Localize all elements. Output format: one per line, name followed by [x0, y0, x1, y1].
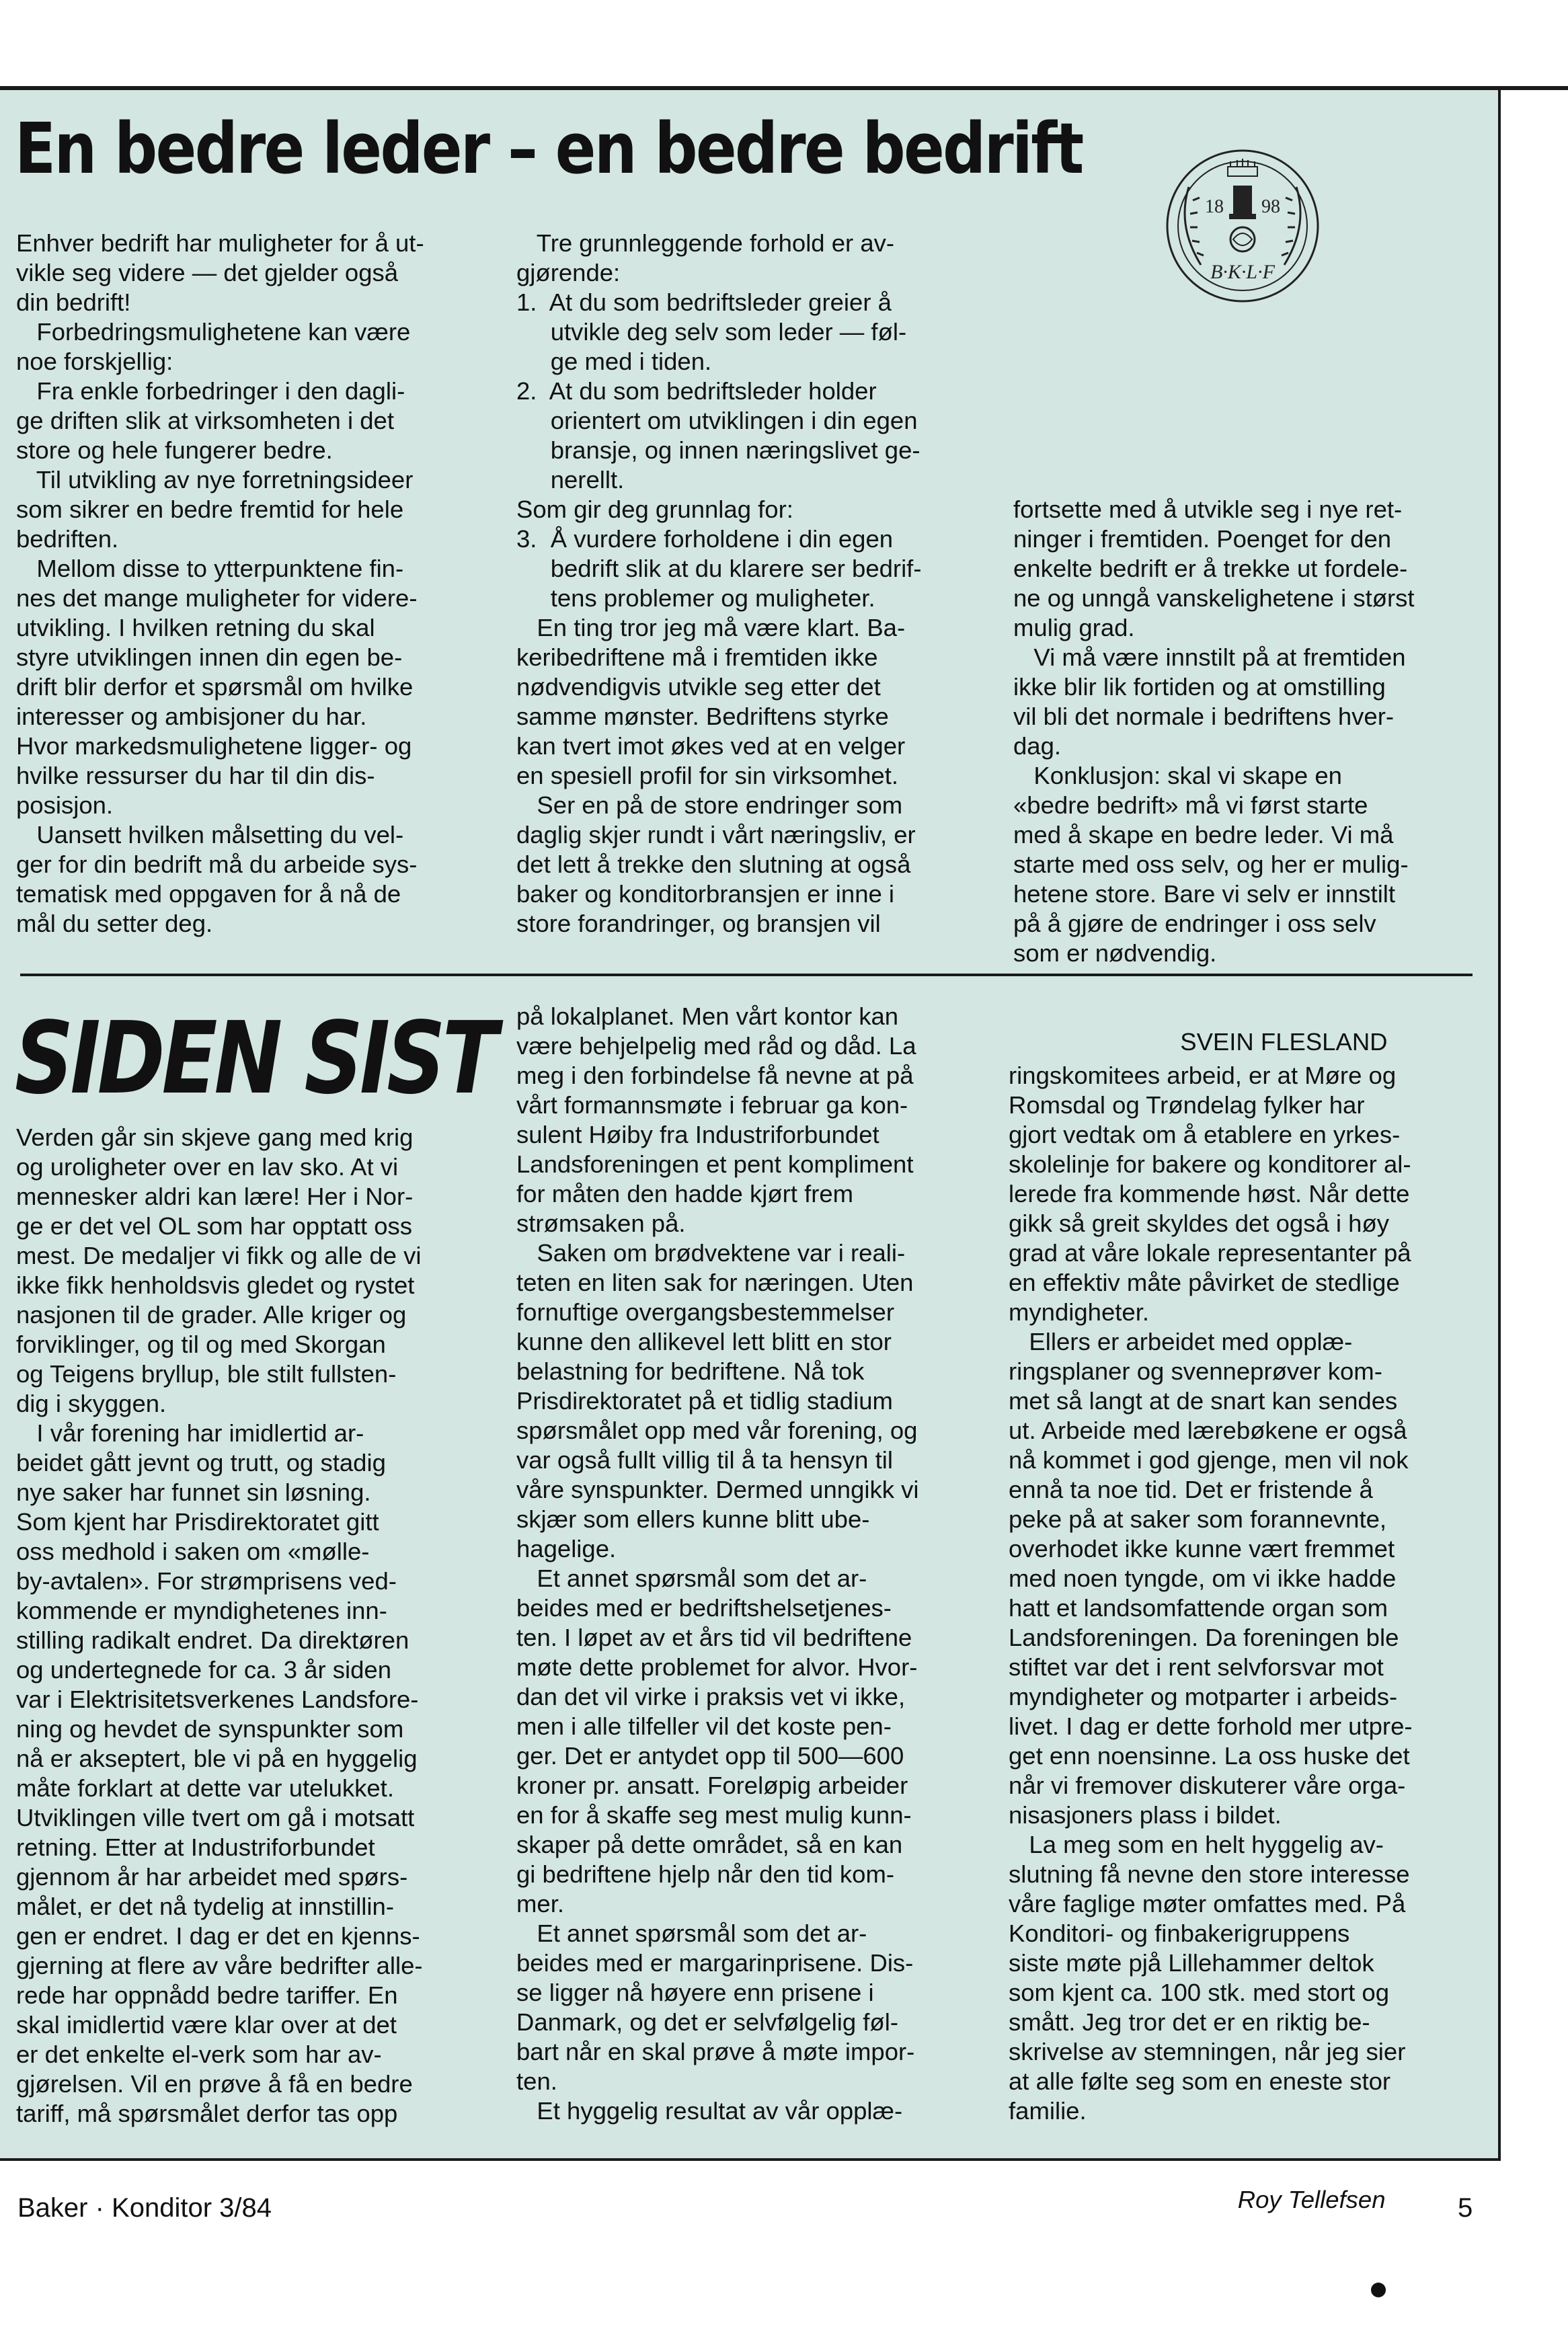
article1-col2-line: nerellt.: [516, 466, 625, 493]
article1-col1-line: store og hele fungerer bedre.: [16, 436, 333, 464]
article1-col3-line: mulig grad.: [1013, 614, 1135, 641]
footer-page-number: 5: [1458, 2193, 1473, 2223]
article1-col2-line: nødvendigvis utvikle seg etter det: [516, 673, 881, 701]
article2-col3-line: når vi fremover diskuterer våre orga-: [1009, 1772, 1406, 1799]
bklf-emblem-icon: [1163, 147, 1322, 305]
article1-col2-line: det lett å trekke den slutning at også: [516, 851, 911, 878]
article2-col3-line: nisasjoners plass i bildet.: [1009, 1801, 1282, 1829]
article2-col3-line: våre faglige møter omfattes med. På: [1009, 1890, 1406, 1917]
article1-col2-line: en spesiell profil for sin virksomhet.: [516, 762, 898, 789]
article1-col3-line: som er nødvendig.: [1013, 939, 1217, 967]
article1-col1-line: hvilke ressurser du har til din dis-: [16, 762, 375, 789]
article1-col1-line: posisjon.: [16, 791, 114, 819]
article2-col3-line: med noen tyngde, om vi ikke hadde: [1009, 1565, 1397, 1592]
article2-col2-line: Et hyggelig resultat av vår opplæ-: [516, 2097, 903, 2125]
article2-col2-line: ten.: [516, 2067, 557, 2095]
article1-signature: SVEIN FLESLAND: [1180, 1028, 1388, 1056]
footer-publication: Baker · Konditor 3/84: [17, 2193, 272, 2223]
article1-col2-line: store forandringer, og bransjen vil: [516, 910, 881, 937]
article2-col3-line: at alle følte seg som en eneste stor: [1009, 2067, 1391, 2095]
article1-col2-line: kan tvert imot økes ved at en velger: [516, 732, 906, 760]
article1-col2-line: tens problemer og muligheter.: [516, 584, 875, 612]
article2-col1-line: forviklinger, og til og med Skorgan: [16, 1331, 386, 1358]
article2-col1-line: gen er endret. I dag er det en kjenns-: [16, 1922, 420, 1950]
article2-signature: Roy Tellefsen: [1237, 2186, 1386, 2213]
article1-col2-line: bransje, og innen næringslivet ge-: [516, 436, 920, 464]
article1-col2-line: Ser en på de store endringer som: [516, 791, 903, 819]
article1-col1-line: ge driften slik at virksomheten i det: [16, 407, 394, 434]
article2-col2-line: belastning for bedriftene. Nå tok: [516, 1357, 865, 1385]
article2-col2-line: mer.: [516, 1890, 564, 1917]
article2-col1-line: retning. Etter at Industriforbundet: [16, 1833, 375, 1861]
section-divider: [20, 974, 1473, 976]
article1-col2-line: En ting tror jeg må være klart. Ba-: [516, 614, 906, 641]
article1-col2-line: daglig skjer rundt i vårt næringsliv, er: [516, 821, 916, 848]
article1-col3-line: ikke blir lik fortiden og at omstilling: [1013, 673, 1386, 701]
end-bullet-icon: [1371, 2283, 1386, 2297]
article1-col1-line: ger for din bedrift må du arbeide sys-: [16, 851, 418, 878]
article2-col2-line: Et annet spørsmål som det ar-: [516, 1920, 867, 1947]
article1-col1-line: bedriften.: [16, 525, 119, 553]
article1-col2-line: ge med i tiden.: [516, 348, 712, 375]
article1-col1-line: utvikling. I hvilken retning du skal: [16, 614, 375, 641]
article2-col3-line: ringskomitees arbeid, er at Møre og: [1009, 1062, 1397, 1089]
article1-col2-line: keribedriftene må i fremtiden ikke: [516, 643, 878, 671]
article1-col2-line: gjørende:: [516, 259, 621, 286]
article2-col2-line: dan det vil virke i praksis vet vi ikke,: [516, 1683, 906, 1710]
article2-col2-line: hagelige.: [516, 1535, 617, 1563]
article1-col2-line: baker og konditorbransjen er inne i: [516, 880, 895, 908]
article2-col2-line: spørsmålet opp med vår forening, og: [516, 1417, 918, 1444]
article1-col2-line: 1. At du som bedriftsleder greier å: [516, 288, 892, 316]
article2-col3-line: met så langt at de snart kan sendes: [1009, 1387, 1398, 1415]
article1-col1-line: Til utvikling av nye forretningsideer: [16, 466, 414, 493]
article2-col2-line: skaper på dette området, så en kan: [516, 1831, 903, 1858]
article2-col1-line: og Teigens bryllup, ble stilt fullsten-: [16, 1360, 397, 1388]
article2-col1-line: mennesker aldri kan lære! Her i Nor-: [16, 1183, 414, 1210]
article1-col3-line: Konklusjon: skal vi skape en: [1013, 762, 1342, 789]
article2-col2-line: ten. I løpet av et års tid vil bedriftene: [516, 1624, 912, 1651]
article1-col2-line: 2. At du som bedriftsleder holder: [516, 377, 877, 405]
article2-col3-line: skolelinje for bakere og konditorer al-: [1009, 1150, 1411, 1178]
article2-col2-line: bart når en skal prøve å møte impor-: [516, 2038, 915, 2065]
article2-col3-line: siste møte pjå Lillehammer deltok: [1009, 1949, 1374, 1977]
article1-col3-line: på å gjøre de endringer i oss selv: [1013, 910, 1376, 937]
article1-col2-line: Som gir deg grunnlag for:: [516, 496, 793, 523]
article2-col1-line: skal imidlertid være klar over at det: [16, 2011, 397, 2039]
article1-col1-line: interesser og ambisjoner du har.: [16, 703, 367, 730]
article2-col3-line: grad at våre lokale representanter på: [1009, 1239, 1411, 1267]
article2-col1-line: stilling radikalt endret. Da direktøren: [16, 1626, 409, 1654]
article2-col3-line: gikk så greit skyldes det også i høy: [1009, 1210, 1389, 1237]
article1-col3-line: ninger i fremtiden. Poenget for den: [1013, 525, 1392, 553]
article2-col2-line: se ligger nå høyere enn prisene i: [516, 1979, 874, 2006]
article2-column-2: [516, 1002, 918, 2126]
article2-col3-line: lerede fra kommende høst. Når dette: [1009, 1180, 1410, 1208]
article2-col3-line: livet. I dag er dette forhold mer utpre-: [1009, 1712, 1413, 1740]
article2-col3-line: myndigheter og motparter i arbeids-: [1009, 1683, 1398, 1710]
article2-col1-line: ikke fikk henholdsvis gledet og rystet: [16, 1271, 415, 1299]
article1-col2-line: bedrift slik at du klarere ser bedrif-: [516, 555, 922, 582]
article2-col1-line: gjerning at flere av våre bedrifter alle-: [16, 1952, 423, 1979]
article1-col1-line: noe forskjellig:: [16, 348, 173, 375]
article2-col3-line: peke på at saker som forannevnte,: [1009, 1505, 1387, 1533]
article2-col1-line: Verden går sin skjeve gang med krig: [16, 1123, 414, 1151]
article1-column-3-text: [1013, 495, 1415, 968]
article1-col3-line: fortsette med å utvikle seg i nye ret-: [1013, 496, 1403, 523]
article2-col1-line: I vår forening har imidlertid ar-: [16, 1419, 364, 1447]
emblem-year-right: 98: [1261, 196, 1280, 217]
article2-col3-line: Konditori- og finbakerigruppens: [1009, 1920, 1350, 1947]
article2-col2-line: kunne den allikevel lett blitt en stor: [516, 1328, 892, 1355]
article2-col1-line: og uroligheter over en lav sko. At vi: [16, 1153, 399, 1181]
article1-col3-line: hetene store. Bare vi selv er innstilt: [1013, 880, 1396, 908]
article2-col3-line: nå kommet i god gjenge, men vil nok: [1009, 1446, 1409, 1474]
article1-col3-line: Vi må være innstilt på at fremtiden: [1013, 643, 1406, 671]
article2-col3-line: smått. Jeg tror det er en riktig be-: [1009, 2008, 1370, 2036]
article1-col3-line: starte med oss selv, og her er mulig-: [1013, 851, 1409, 878]
article2-col2-line: Prisdirektoratet på et tidlig stadium: [516, 1387, 893, 1415]
article-headline: En bedre leder – en bedre bedrift: [15, 108, 1083, 190]
article2-col1-line: Utviklingen ville tvert om gå i motsatt: [16, 1804, 415, 1831]
article2-col1-line: ge er det vel OL som har opptatt oss: [16, 1212, 413, 1240]
article2-col1-line: er det enkelte el-verk som har av-: [16, 2041, 382, 2068]
article2-column-3: [1009, 1002, 1413, 2333]
article1-col1-line: Fra enkle forbedringer i den dagli-: [16, 377, 405, 405]
article2-col1-line: nye saker har funnet sin løsning.: [16, 1478, 371, 1506]
article2-col1-line: og undertegnede for ca. 3 år siden: [16, 1656, 392, 1684]
article2-col3-line: myndigheter.: [1009, 1298, 1149, 1326]
article1-col1-line: mål du setter deg.: [16, 910, 213, 937]
article1-column-2: [516, 229, 921, 939]
article2-col2-line: Danmark, og det er selvfølgelig føl-: [516, 2008, 898, 2036]
article2-column-1: [16, 1123, 423, 2129]
article2-col2-line: beides med er margarinprisene. Dis-: [516, 1949, 914, 1977]
article2-col1-line: var i Elektrisitetsverkenes Landsfore-: [16, 1686, 419, 1713]
article2-col2-line: ger. Det er antydet opp til 500—600: [516, 1742, 904, 1770]
article2-col1-line: måte forklart at dette var utelukket.: [16, 1774, 394, 1802]
section-headline: SIDEN SIST: [15, 1000, 495, 1116]
article1-col3-line: «bedre bedrift» må vi først starte: [1013, 791, 1368, 819]
article1-col2-line: orientert om utviklingen i din egen: [516, 407, 918, 434]
article2-col2-line: meg i den forbindelse få nevne at på: [516, 1062, 914, 1089]
article1-col2-line: utvikle deg selv som leder — føl-: [516, 318, 907, 346]
article1-column-1: [16, 229, 424, 939]
article2-col3-line: slutning få nevne den store interesse: [1009, 1860, 1410, 1888]
article2-col3-line: La meg som en helt hyggelig av-: [1009, 1831, 1384, 1858]
article2-col2-line: gi bedriftene hjelp når den tid kom-: [516, 1860, 895, 1888]
article1-col1-line: Hvor markedsmulighetene ligger- og: [16, 732, 412, 760]
article2-col1-line: mest. De medaljer vi fikk og alle de vi: [16, 1242, 422, 1269]
article1-col2-line: samme mønster. Bedriftens styrke: [516, 703, 889, 730]
article1-col3-line: dag.: [1013, 732, 1062, 760]
article2-col1-line: nå er akseptert, ble vi på en hyggelig: [16, 1745, 418, 1772]
article2-col3-line: gjort vedtak om å etablere en yrkes-: [1009, 1121, 1401, 1148]
article2-col3-line: Ellers er arbeidet med opplæ-: [1009, 1328, 1353, 1355]
article2-col1-line: gjennom år har arbeidet med spørs-: [16, 1863, 408, 1891]
article2-col1-line: dig i skyggen.: [16, 1390, 167, 1417]
article1-col1-line: Enhver bedrift har muligheter for å ut-: [16, 229, 424, 257]
article2-col3-line: overhodet ikke kunne vært fremmet: [1009, 1535, 1395, 1563]
article2-col2-line: våre synspunkter. Dermed unngikk vi: [516, 1476, 919, 1503]
article2-col2-line: men i alle tilfeller vil det koste pen-: [516, 1712, 892, 1740]
article2-col1-line: Som kjent har Prisdirektoratet gitt: [16, 1508, 379, 1536]
article1-col1-line: drift blir derfor et spørsmål om hvilke: [16, 673, 414, 701]
article1-col1-line: vikle seg videre — det gjelder også: [16, 259, 399, 286]
article2-col2-line: Landsforeningen et pent kompliment: [516, 1150, 914, 1178]
article1-col3-line: vil bli det normale i bedriftens hver-: [1013, 703, 1394, 730]
article2-col2-line: teten en liten sak for næringen. Uten: [516, 1269, 914, 1296]
article1-col1-line: styre utviklingen innen din egen be-: [16, 643, 403, 671]
emblem-year-left: 18: [1205, 196, 1224, 217]
article1-col2-line: 3. Å vurdere forholdene i din egen: [516, 525, 894, 553]
article1-col3-line: ne og unngå vanskelighetene i størst: [1013, 584, 1415, 612]
article2-col2-line: en for å skaffe seg mest mulig kunn-: [516, 1801, 912, 1829]
article2-column-3-text: [1009, 1061, 1413, 2126]
article1-col1-line: nes det mange muligheter for videre-: [16, 584, 418, 612]
article2-col2-line: sulent Høiby fra Industriforbundet: [516, 1121, 879, 1148]
article2-col1-line: oss medhold i saken om «mølle-: [16, 1538, 370, 1565]
article2-col2-line: for måten den hadde kjørt frem: [516, 1180, 854, 1208]
article2-col1-line: kommende er myndighetenes inn-: [16, 1597, 387, 1624]
article1-col1-line: tematisk med oppgaven for å nå de: [16, 880, 401, 908]
article2-col2-line: fornuftige overgangsbestemmelser: [516, 1298, 894, 1326]
article2-col1-line: nasjonen til de grader. Alle kriger og: [16, 1301, 407, 1329]
article1-col1-line: Uansett hvilken målsetting du vel-: [16, 821, 404, 848]
article2-col1-line: rede har oppnådd bedre tariffer. En: [16, 1981, 398, 2009]
article1-col3-line: med å skape en bedre leder. Vi må: [1013, 821, 1394, 848]
article2-col2-line: være behjelpelig med råd og dåd. La: [516, 1032, 916, 1060]
article2-col3-line: stiftet var det i rent selvforsvar mot: [1009, 1653, 1384, 1681]
article1-column-3: [1013, 436, 1415, 1086]
article2-col2-line: Et annet spørsmål som det ar-: [516, 1565, 867, 1592]
article2-col3-line: en effektiv måte påvirket de stedlige: [1009, 1269, 1400, 1296]
article1-col1-line: din bedrift!: [16, 288, 131, 316]
article2-col1-line: ning og hevdet de synspunkter som: [16, 1715, 404, 1743]
article2-col2-line: skjær som ellers kunne blitt ube-: [516, 1505, 870, 1533]
article2-col3-line: familie.: [1009, 2097, 1087, 2125]
article2-col2-line: møte dette problemet for alvor. Hvor-: [516, 1653, 918, 1681]
article1-col3-line: enkelte bedrift er å trekke ut fordele-: [1013, 555, 1408, 582]
article2-col2-line: Saken om brødvektene var i reali-: [516, 1239, 906, 1267]
article2-col2-line: strømsaken på.: [516, 1210, 686, 1237]
emblem-initials: B·K·L·F: [1210, 261, 1275, 283]
article1-col1-line: som sikrer en bedre fremtid for hele: [16, 496, 404, 523]
article2-col3-line: som kjent ca. 100 stk. med stort og: [1009, 1979, 1389, 2006]
article2-col3-line: ennå ta noe tid. Det er fristende å: [1009, 1476, 1373, 1503]
article2-col3-line: skrivelse av stemningen, når jeg sier: [1009, 2038, 1406, 2065]
article1-col2-line: Tre grunnleggende forhold er av-: [516, 229, 895, 257]
article2-col2-line: beides med er bedriftshelsetjenes-: [516, 1594, 892, 1622]
article2-col2-line: vårt formannsmøte i februar ga kon-: [516, 1091, 908, 1119]
article2-col1-line: tariff, må spørsmålet derfor tas opp: [16, 2100, 398, 2127]
article2-col1-line: beidet gått jevnt og trutt, og stadig: [16, 1449, 386, 1476]
article2-col3-line: Romsdal og Trøndelag fylker har: [1009, 1091, 1365, 1119]
article2-col3-line: Landsforeningen. Da foreningen ble: [1009, 1624, 1399, 1651]
article2-col3-line: hatt et landsomfattende organ som: [1009, 1594, 1388, 1622]
article2-col2-line: på lokalplanet. Men vårt kontor kan: [516, 1002, 899, 1030]
article1-col1-line: Mellom disse to ytterpunktene fin-: [16, 555, 404, 582]
article2-col3-line: get enn noensinne. La oss huske det: [1009, 1742, 1410, 1770]
article2-col3-line: ut. Arbeide med lærebøkene er også: [1009, 1417, 1407, 1444]
article2-col1-line: by-avtalen». For strømprisens ved-: [16, 1567, 397, 1595]
article2-col1-line: gjørelsen. Vil en prøve å få en bedre: [16, 2070, 413, 2098]
article2-col1-line: målet, er det nå tydelig at innstillin-: [16, 1893, 394, 1920]
article2-col3-line: ringsplaner og svenneprøver kom-: [1009, 1357, 1382, 1385]
article1-col1-line: Forbedringsmulighetene kan være: [16, 318, 411, 346]
article2-col2-line: kroner pr. ansatt. Foreløpig arbeider: [516, 1772, 908, 1799]
article2-col2-line: var også fullt villig til å ta hensyn til: [516, 1446, 893, 1474]
